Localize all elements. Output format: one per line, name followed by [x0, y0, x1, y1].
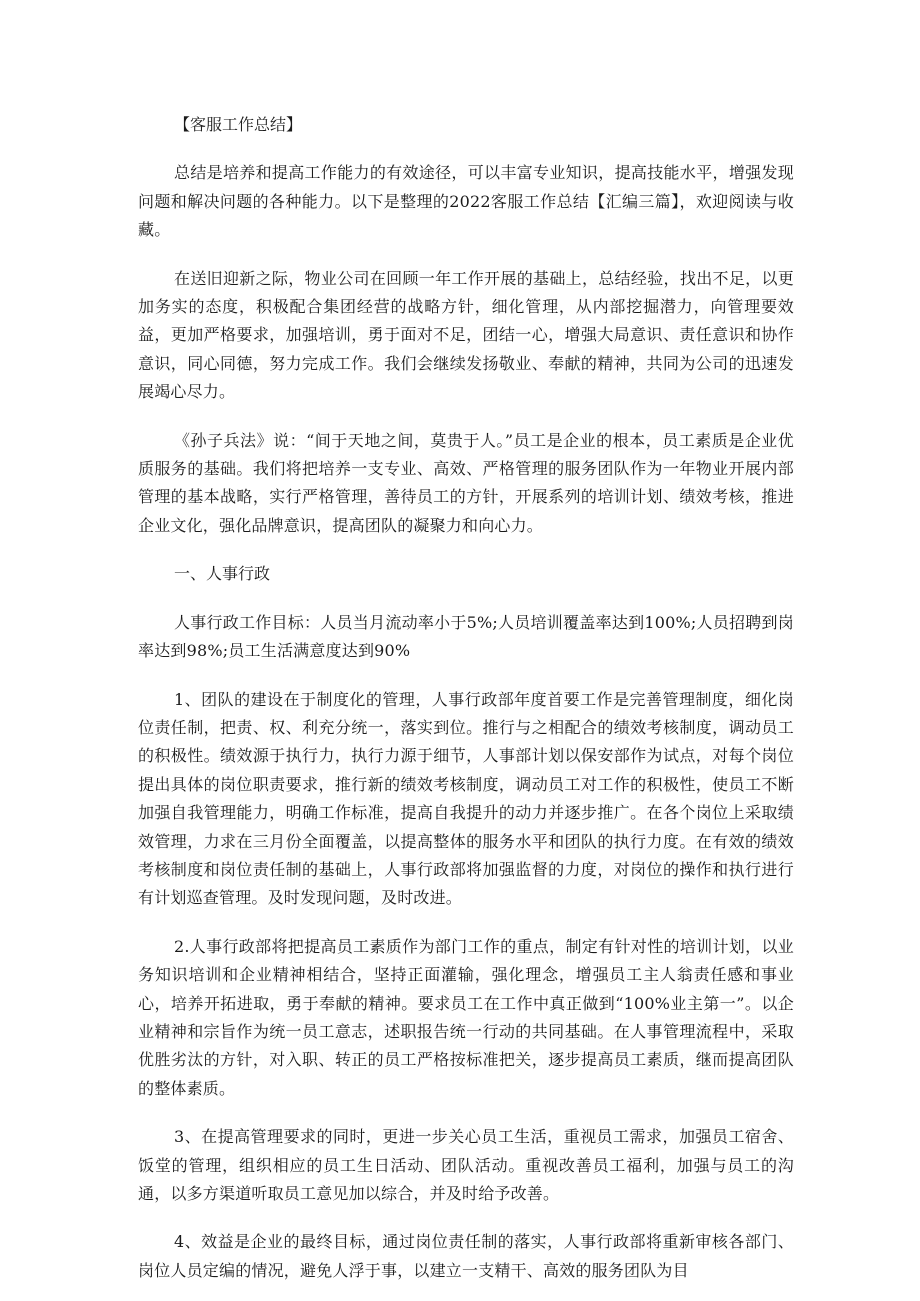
item-4-paragraph: 4、效益是企业的最终目标，通过岗位责任制的落实，人事行政部将重新审核各部门、岗位人员定编的情况，避免人浮于事，以建立一支精干、高效的服务团队为目: [138, 1232, 794, 1280]
item-1-paragraph: 1、团队的建设在于制度化的管理，人事行政部年度首要工作是完善管理制度，细化岗位责任制，把责、权、利充分统一，落实到位。推行与之相配合的绩效考核制度，调动员工的积极性。绩效源于执行力，执行力源于细节，人事部计划以保安部作为试点，对每个岗位提出具体的岗位职责要求，推行新的绩效考核制度，调动员工对工作的积极性，使员工不断加强自我管理能力，明确工作标准，提高自我提升的动力并逐步推广。在各个岗位上采取绩效管理，力求在三月份全面覆盖，以提高整体的服务水平和团队的执行力度。在有效的绩效考核制度和岗位责任制的基础上，人事行政部将加强监督的力度，对岗位的操作和执行进行有计划巡查管理。及时发现问题，及时改进。: [138, 689, 794, 908]
document-body: [138, 111, 794, 1285]
goals-paragraph: 人事行政工作目标：人员当月流动率小于5%;人员培训覆盖率达到100%;人员招聘到岗率达到98%;员工生活满意度达到90%: [138, 612, 794, 661]
quote-paragraph: 《孙子兵法》说：“间于天地之间，莫贵于人。”员工是企业的根本，员工素质是企业优质服务的基础。我们将把培养一支专业、高效、严格管理的服务团队作为一年物业开展内部管理的基本战略，实行严格管理，善待员工的方针，开展系列的培训计划、绩效考核，推进企业文化，强化品牌意识，提高团队的凝聚力和向心力。: [138, 430, 794, 535]
item-3-paragraph: 3、在提高管理要求的同时，更进一步关心员工生活，重视员工需求，加强员工宿舍、饭堂的管理，组织相应的员工生日活动、团队活动。重视改善员工福利，加强与员工的沟通，以多方渠道听取员工意见加以综合，并及时给予改善。: [138, 1127, 794, 1203]
item-2-paragraph: 2.人事行政部将把提高员工素质作为部门工作的重点，制定有针对性的培训计划，以业务知识培训和企业精神相结合，坚持正面灌输，强化理念，增强员工主人翁责任感和事业心，培养开拓进取，勇于奉献的精神。要求员工在工作中真正做到“100%业主第一”。以企业精神和宗旨作为统一员工意志，述职报告统一行动的共同基础。在人事管理流程中，采取优胜劣汰的方针，对入职、转正的员工严格按标准把关，逐步提高员工素质，继而提高团队的整体素质。: [138, 936, 794, 1098]
review-paragraph: 在送旧迎新之际，物业公司在回顾一年工作开展的基础上，总结经验，找出不足，以更加务实的态度，积极配合集团经营的战略方针，细化管理，从内部挖掘潜力，向管理要效益，更加严格要求，加强培训，勇于面对不足，团结一心，增强大局意识、责任意识和协作意识，同心同德，努力完成工作。我们会继续发扬敬业、奉献的精神，共同为公司的迅速发展竭心尽力。: [138, 268, 794, 402]
intro-paragraph: 总结是培养和提高工作能力的有效途径，可以丰富专业知识，提高技能水平，增强发现问题和解决问题的各种能力。以下是整理的2022客服工作总结【汇编三篇】，欢迎阅读与收藏。: [138, 163, 794, 240]
section-heading: 一、人事行政: [174, 564, 271, 584]
document-title: 【客服工作总结】: [174, 115, 303, 134]
